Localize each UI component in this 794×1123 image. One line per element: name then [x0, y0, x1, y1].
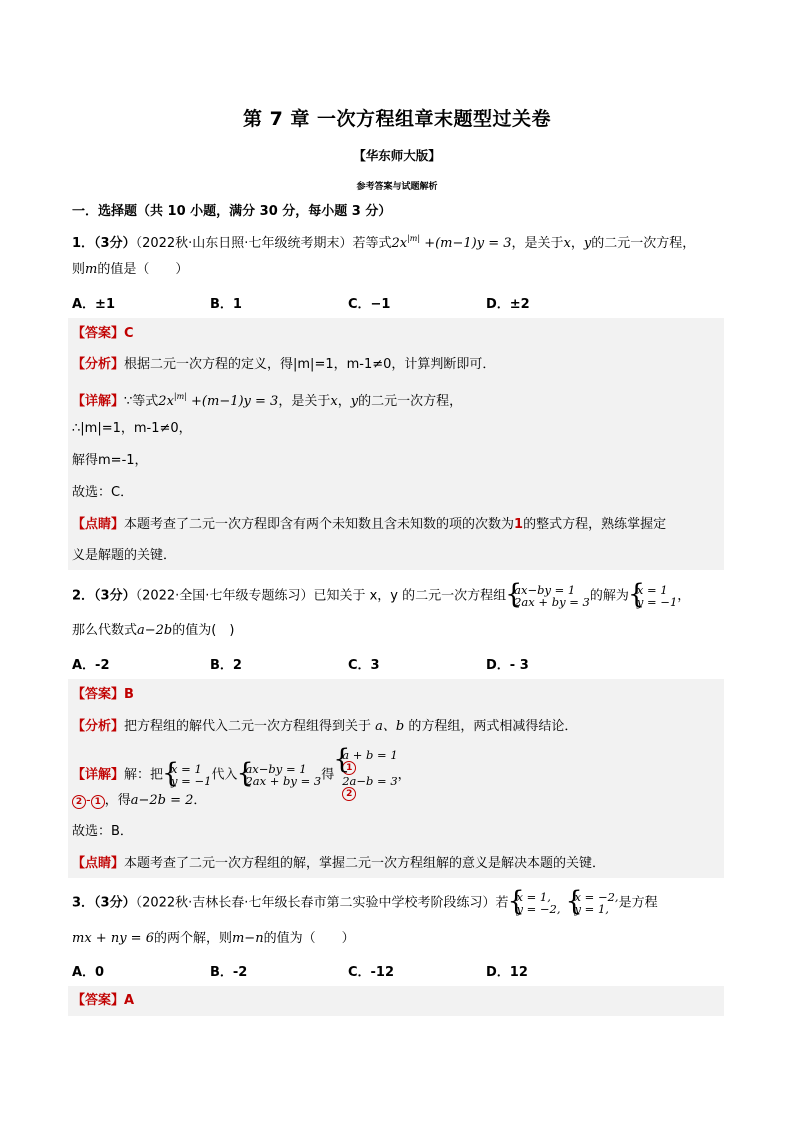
answer-tag: 【答案】: [72, 993, 125, 1008]
q1-option-a: A．±1: [72, 297, 115, 312]
q3-answer-value: A: [124, 993, 135, 1008]
q3-solution-a-y: y = −2,: [516, 902, 561, 916]
q2-source: （2022·全国·七年级专题练习）: [135, 588, 314, 604]
q2-stem-text: 的值为( ): [172, 623, 235, 638]
q2-system-eq2: 2ax + by = 3: [245, 774, 322, 788]
detail-tag: 【详解】: [72, 394, 125, 409]
q3-option-b: B．-2: [210, 965, 248, 980]
q1-eq-exponent: |m|: [173, 392, 187, 401]
choose-label: 故选：: [72, 824, 112, 839]
q1-eq-exponent: |m|: [407, 234, 421, 243]
q3-source: （2022秋·吉林长春·七年级长春市第二实验中学校考阶段练习）: [135, 895, 496, 911]
circled-number-2: 2: [72, 795, 86, 809]
q2-step-text: ，得: [104, 793, 131, 808]
q3-option-d: D．12: [486, 965, 528, 980]
q3-solution-a-x: { x = 1,: [516, 890, 551, 904]
q2-system-eq1: { ax−by = 1: [514, 583, 576, 597]
q2-comment: [72, 855, 724, 873]
q3-solution-b: [567, 891, 619, 915]
q3-expression: m−n: [231, 931, 264, 946]
q2-step-result: a−2b = 2: [130, 793, 194, 808]
q2-analysis-text: 把方程组的解代入二元一次方程组得到关于: [124, 719, 372, 734]
q2-detail-text: 解：把: [124, 767, 164, 783]
answer-tag: 【答案】: [72, 326, 125, 341]
choose-label: 故选：: [72, 485, 112, 500]
solve-label: 解得: [72, 453, 99, 468]
q3-stem-text: 若: [495, 895, 509, 911]
q1-source: （2022秋·山东日照·七年级统考期末）: [135, 236, 353, 251]
q1-comment-line2: 义是解题的关键．: [72, 548, 177, 563]
q2-solution-x: { x = 1: [171, 762, 202, 776]
q1-var: x: [330, 394, 338, 409]
q1-equation: [391, 236, 511, 251]
q1-option-d: D．±2: [486, 297, 530, 312]
q2-number: 2．（3分）: [72, 588, 136, 604]
q2-answer: [72, 686, 724, 704]
q1-stem-line2: [72, 261, 724, 279]
q1-eq-part1: 2x: [158, 394, 174, 409]
q2-comment-text: 本题考查了二元一次方程组的解，掌握二元一次方程组解的意义是解决本题的关键．: [124, 856, 606, 871]
q1-step2-text: m=-1，: [98, 453, 148, 468]
q1-answer: [72, 325, 724, 343]
q2-detail-text: 得: [321, 767, 335, 783]
q3-option-a: A．0: [72, 965, 105, 980]
q2-choose-value: B．: [111, 824, 133, 839]
q1-choose: [72, 484, 724, 502]
q3-solution-b-x: { x = −2,: [574, 890, 619, 904]
q3-answer: [72, 992, 724, 1010]
q2-choose: [72, 823, 724, 841]
q2-detail-system: [237, 763, 321, 787]
q1-stem-text: 则: [72, 262, 86, 277]
q1-eq-part1: 2x: [391, 236, 408, 251]
q1-answer-value: C: [124, 326, 134, 341]
q2-expression: a−2b: [137, 623, 173, 638]
page-title: 第 7 章 一次方程组章末题型过关卷: [242, 108, 552, 130]
q1-var: x: [563, 236, 571, 251]
circled-number-2: 2: [342, 787, 356, 801]
q2-system: [506, 584, 590, 608]
q2-solution-y: y = −1: [636, 595, 678, 609]
q3-stem-text: 的两个解，则: [153, 931, 232, 946]
q2-detail-text: 代入: [211, 767, 238, 783]
q2-analysis-text: 的方程组，两式相减得结论．: [408, 719, 578, 734]
answer-tag: 【答案】: [72, 687, 125, 702]
circled-number-1: 1: [91, 795, 105, 809]
q1-stem-text: 的二元一次方程，: [591, 236, 696, 251]
q1-var: m: [85, 262, 98, 277]
q2-option-c: C．3: [348, 658, 380, 673]
q2-solution-system: [629, 584, 677, 608]
q1-comment-text: 的整式方程，熟练掌握定: [523, 517, 667, 532]
q1-detail-text: ，: [337, 394, 351, 409]
q2-option-b: B．2: [210, 658, 242, 673]
q3-number: 3．（3分）: [72, 895, 136, 911]
analysis-tag: 【分析】: [72, 357, 125, 372]
q2-analysis: [72, 718, 724, 736]
q1-stem-text: ，: [570, 236, 584, 251]
q2-stem-text: 的解为: [589, 588, 629, 604]
q1-stem-text: 的值是（ ）: [97, 262, 189, 277]
q1-detail: [72, 388, 724, 411]
q1-comment: [72, 516, 724, 534]
comment-tag: 【点睛】: [72, 517, 125, 532]
q1-eq-part2: +(m−1)y = 3: [420, 236, 512, 251]
q3-stem-text: 的值为（ ）: [263, 931, 355, 946]
q1-var: y: [583, 236, 592, 251]
q2-system-eq1: { ax−by = 1: [245, 762, 307, 776]
q1-option-b: B．1: [210, 297, 242, 312]
q3-solution-a: [508, 891, 560, 915]
q3-stem-line2: [72, 930, 724, 948]
q2-option-a: A．-2: [72, 658, 110, 673]
q1-analysis-text: 根据二元一次方程的定义，得|m|=1，m-1≠0，计算判断即可．: [124, 357, 496, 372]
section-heading: 一．选择题（共 10 小题，满分 30 分，每小题 3 分）: [72, 204, 392, 219]
q2-detail-text: ，: [397, 767, 411, 783]
q1-comment-text: 本题考查了二元一次方程即含有两个未知数且含未知数的项的次数为: [124, 517, 515, 532]
detail-tag: 【详解】: [72, 767, 125, 783]
q2-derived-eq2-text: 2a−b = 3: [342, 774, 398, 788]
q1-detail-text: ，是关于: [278, 394, 331, 409]
q2-answer-value: B: [124, 687, 134, 702]
q3-option-c: C．-12: [348, 965, 395, 980]
q2-detail: [72, 748, 724, 799]
q1-stem-text: ，是关于: [511, 236, 564, 251]
edition-label: 【华东师大版】: [353, 148, 441, 163]
q2-detail-solution: [163, 763, 211, 787]
q1-var: y: [350, 394, 359, 409]
q2-analysis-vars: a、b: [371, 719, 409, 734]
q2-option-d: D．- 3: [486, 658, 529, 673]
q3-solution-b-y: y = 1,: [574, 902, 609, 916]
q1-stem-text: 若等式: [352, 236, 392, 251]
q3-stem: [72, 891, 724, 917]
q3-stem-text: 是方程: [618, 895, 658, 911]
q1-choose-value: C．: [111, 485, 134, 500]
circled-number-1: 1: [342, 761, 356, 775]
q1-stem: [72, 230, 724, 253]
reference-label: 参考答案与试题解析: [356, 182, 438, 192]
q1-eq-part2: +(m−1)y = 3: [186, 394, 279, 409]
q2-solution-y: y = −1: [171, 774, 212, 788]
q2-step: [72, 792, 724, 810]
q1-detail-equation: [158, 394, 278, 409]
q2-system-eq2: 2ax + by = 3: [514, 595, 590, 609]
q2-stem-text: 已知关于 x，y 的二元一次方程组: [313, 588, 507, 604]
q1-detail-text: 的二元一次方程，: [358, 394, 463, 409]
q2-stem-text: 那么代数式: [72, 623, 138, 638]
q1-number: 1．（3分）: [72, 236, 136, 251]
q2-stem: [72, 584, 724, 608]
q2-step-text: ．: [193, 793, 207, 808]
q1-option-c: C．−1: [348, 297, 391, 312]
q2-stem-line2: [72, 622, 724, 640]
q3-equation: mx + ny = 6: [72, 931, 154, 946]
q1-detail-text: ∵等式: [124, 394, 159, 409]
q2-derived-eq1: [342, 749, 397, 775]
q2-solution-x: { x = 1: [636, 583, 668, 597]
q2-step-minus: -: [86, 793, 91, 808]
q2-derived-eq1-text: { a + b = 1: [342, 748, 398, 762]
analysis-tag: 【分析】: [72, 719, 125, 734]
q1-comment-number: 1: [514, 517, 524, 532]
q1-step1: ∴|m|=1，m-1≠0，: [72, 421, 192, 436]
q1-analysis: [72, 356, 724, 374]
q1-step2: [72, 452, 724, 470]
q2-stem-text: ，: [677, 588, 691, 604]
comment-tag: 【点睛】: [72, 856, 125, 871]
